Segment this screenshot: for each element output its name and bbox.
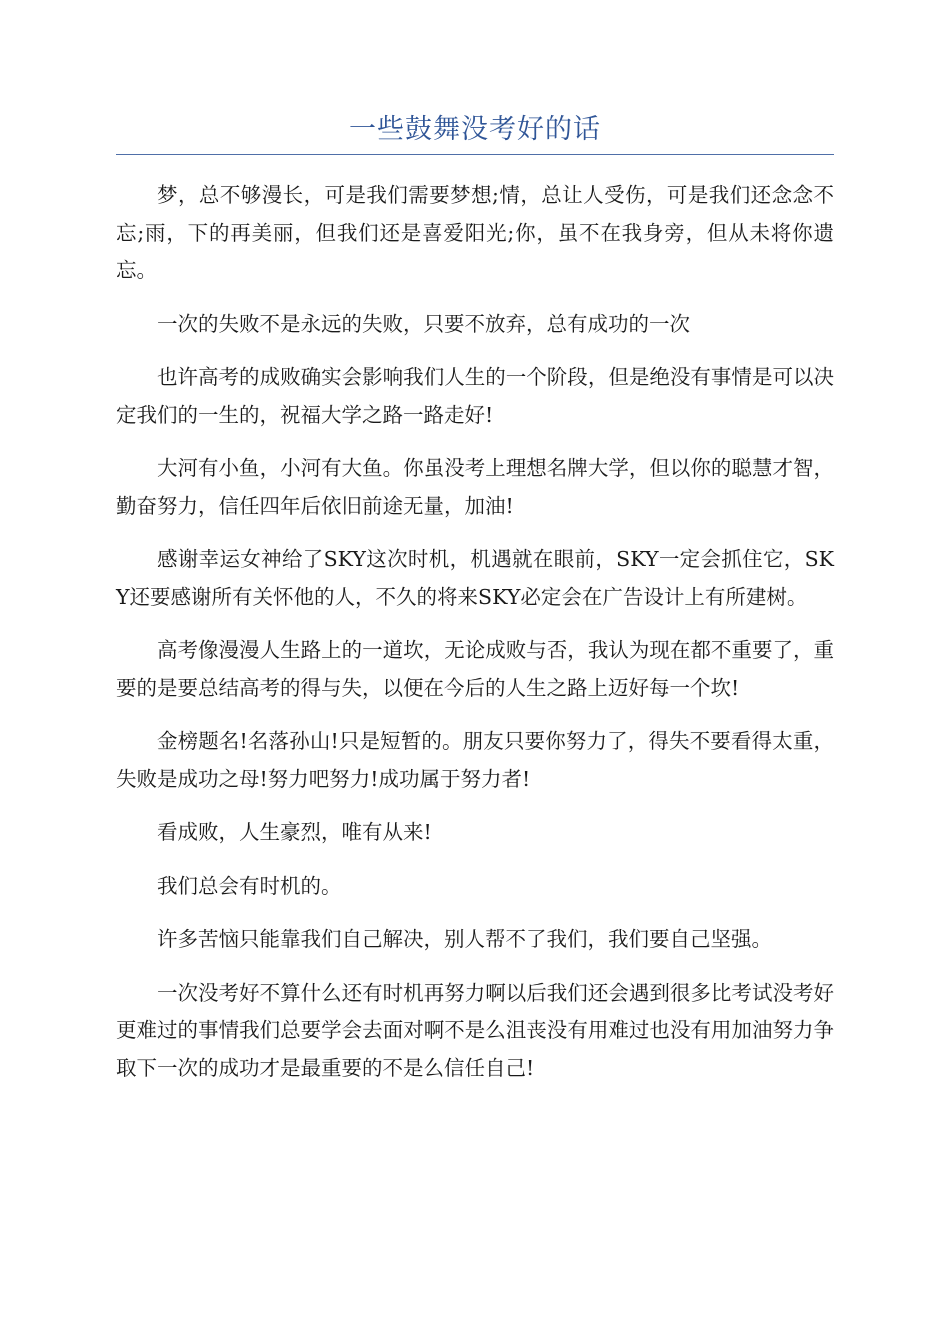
paragraph: 一次的失败不是永远的失败，只要不放弃，总有成功的一次 [157, 311, 690, 336]
paragraph: 感谢幸运女神给了SKY这次时机，机遇就在眼前，SKY一定会抓住它，SKY还要感谢所有关怀他的人，不久的将来SKY必定会在广告设计上有所建树。 [116, 547, 834, 609]
document-title: 一些鼓舞没考好的话 [116, 110, 834, 155]
paragraph: 也许高考的成败确实会影响我们人生的一个阶段，但是绝没有事情是可以决定我们的一生的，祝福大学之路一路走好! [116, 365, 834, 427]
paragraph: 我们总会有时机的。 [157, 873, 342, 898]
paragraph: 看成败，人生豪烈，唯有从来! [157, 820, 432, 844]
paragraph: 梦，总不够漫长，可是我们需要梦想;情，总让人受伤，可是我们还念念不忘;雨，下的再美丽，但我们还是喜爱阳光;你，虽不在我身旁，但从未将你遗忘。 [116, 183, 834, 282]
paragraph: 高考像漫漫人生路上的一道坎，无论成败与否，我认为现在都不重要了，重要的是要总结高考的得与失，以便在今后的人生之路上迈好每一个坎! [116, 638, 834, 700]
document-page [116, 110, 834, 1103]
paragraph: 许多苦恼只能靠我们自己解决，别人帮不了我们，我们要自己坚强。 [157, 927, 772, 951]
document-body [116, 177, 834, 1087]
paragraph: 金榜题名!名落孙山!只是短暂的。朋友只要你努力了，得失不要看得太重，失败是成功之母!努力吧努力!成功属于努力者! [116, 729, 834, 791]
paragraph: 一次没考好不算什么还有时机再努力啊以后我们还会遇到很多比考试没考好更难过的事情我们总要学会去面对啊不是么沮丧没有用难过也没有用加油努力争取下一次的成功才是最重要的不是么信任自己! [116, 980, 834, 1080]
paragraph: 大河有小鱼，小河有大鱼。你虽没考上理想名牌大学，但以你的聪慧才智，勤奋努力，信任四年后依旧前途无量，加油! [116, 456, 834, 518]
